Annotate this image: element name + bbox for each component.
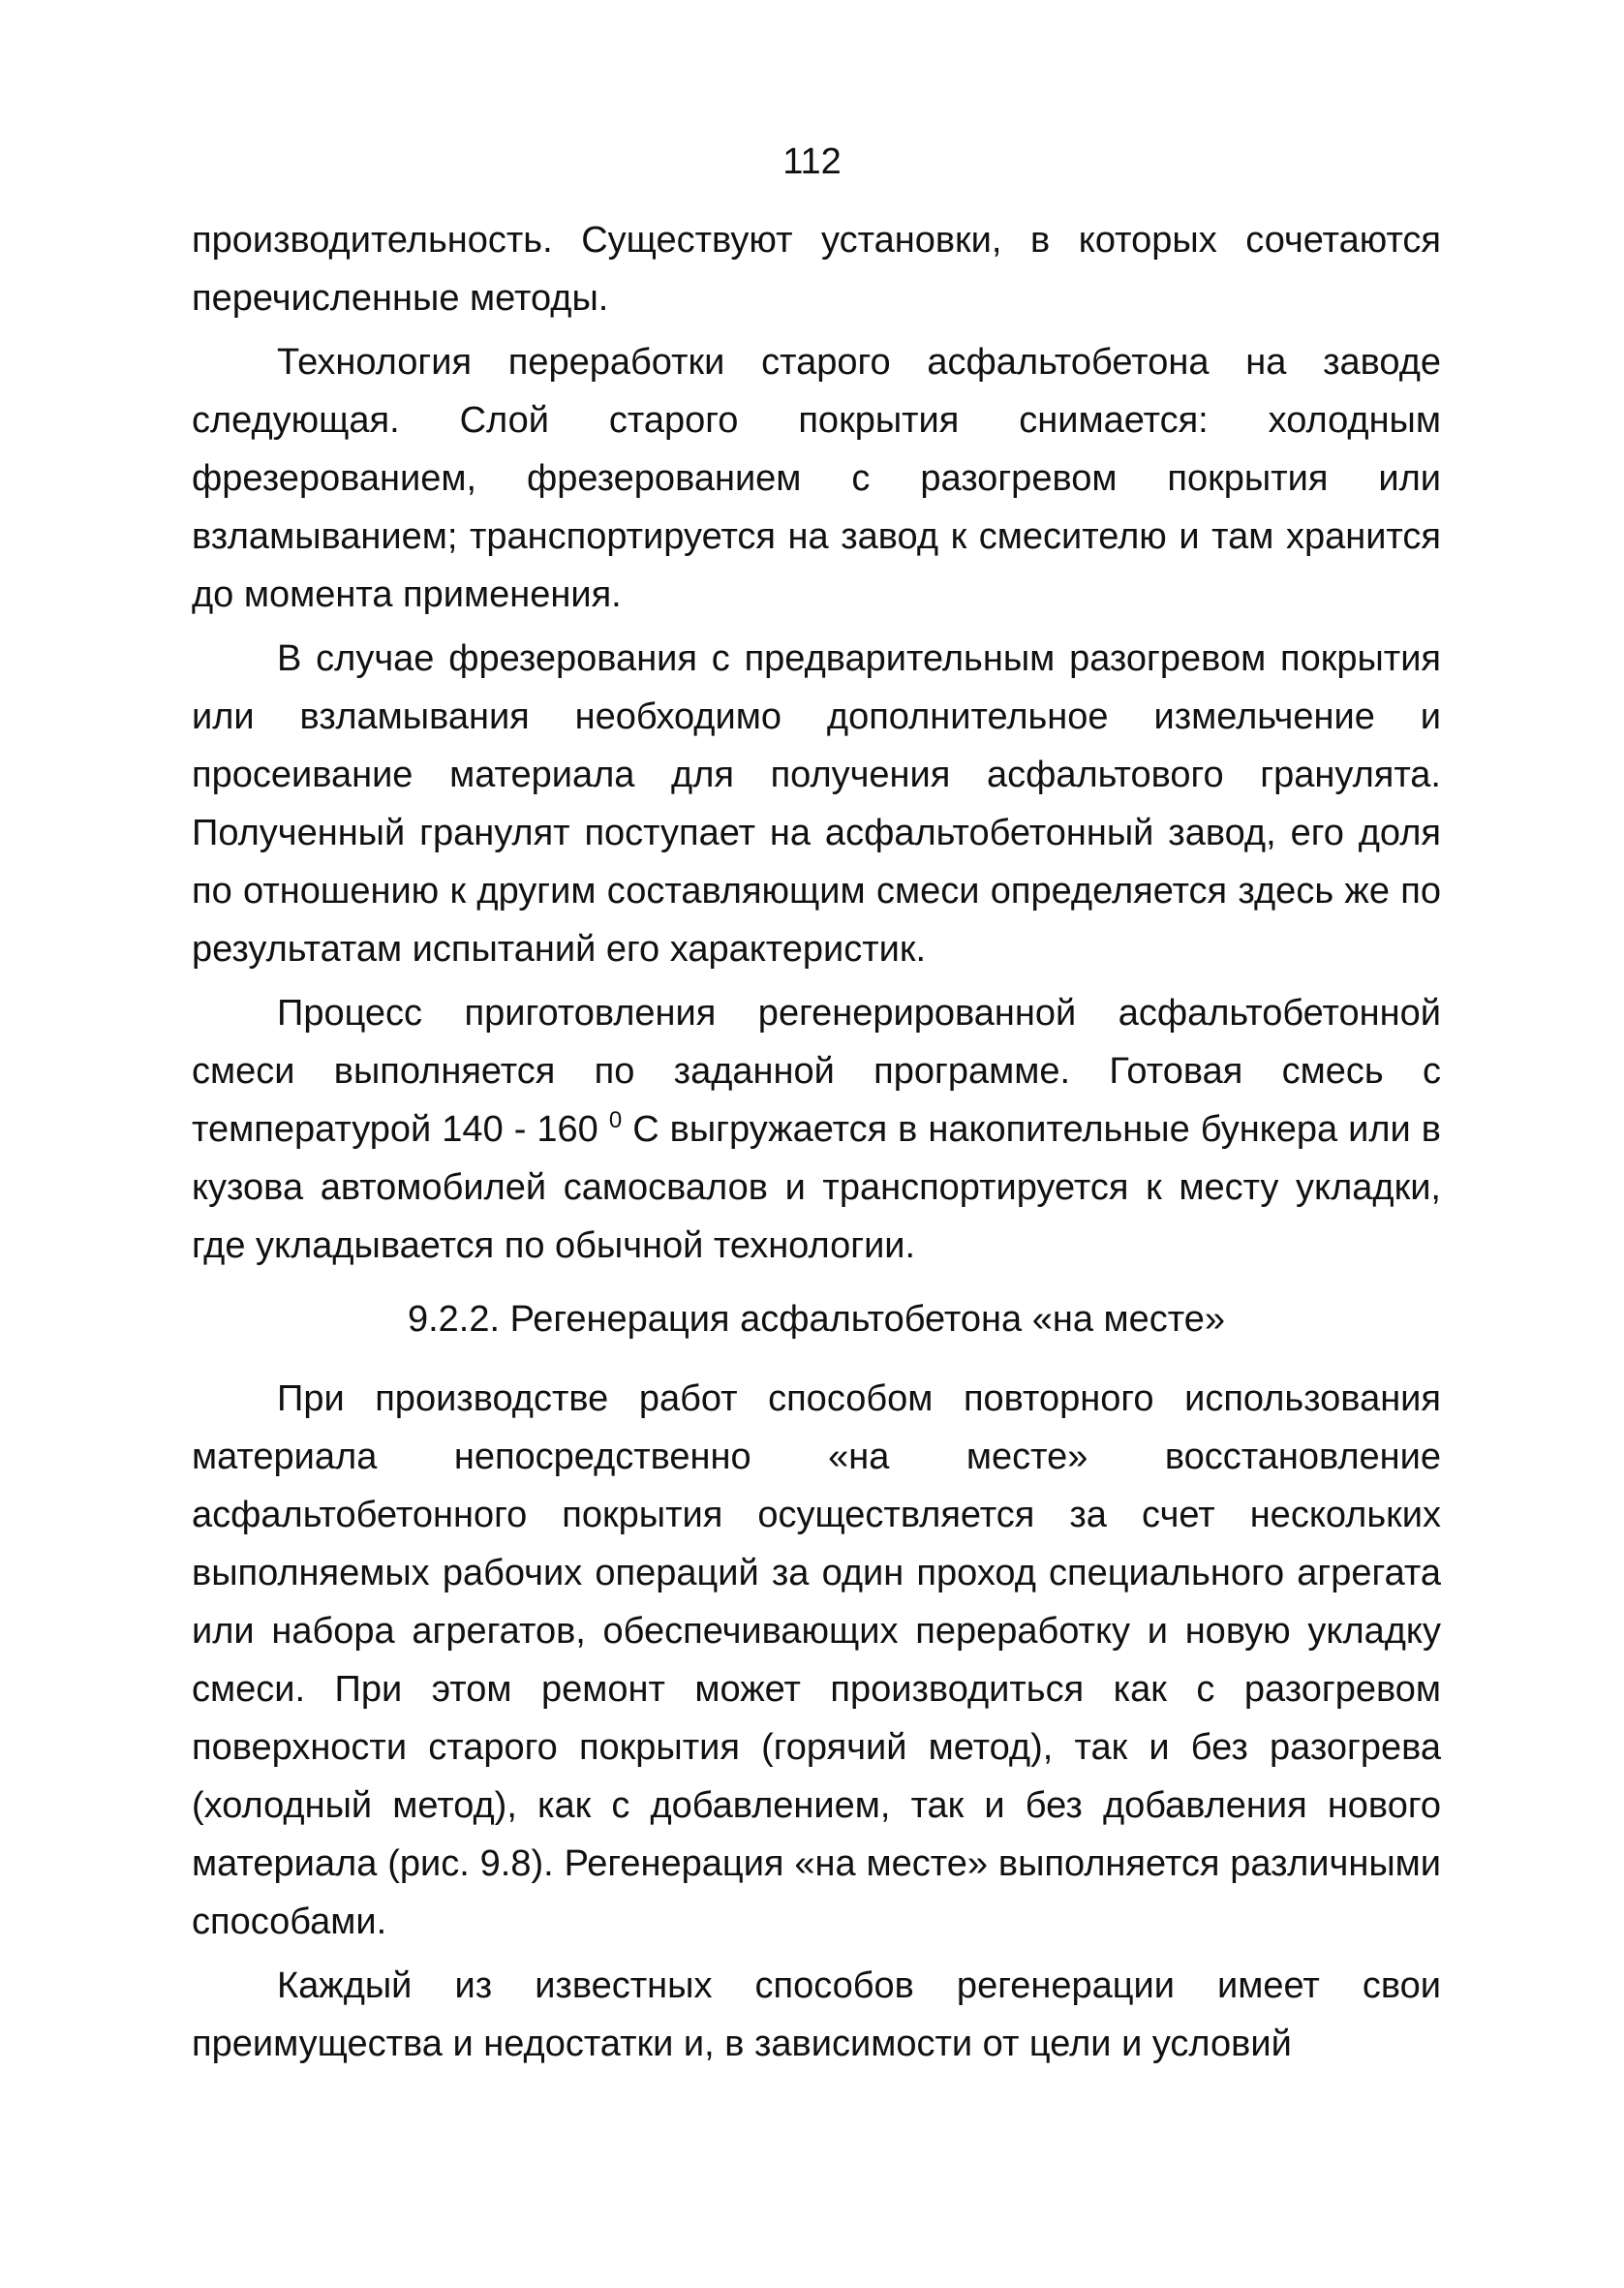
body-text xyxy=(192,211,1441,2079)
paragraph-mix-preparation xyxy=(192,984,1441,1275)
mix-text-end: С выгружается в накопительные бункера или в кузова автомобилей самосвалов и транспортируется к месту укладки, где укладывается по обычной технологии. xyxy=(192,1109,1441,1266)
mix-text-start: Процесс приготовления регенерированной асфальтобетонной смеси выполняется по заданной программе. Готовая смесь с температурой 140 - 160 xyxy=(192,993,1441,1150)
page-number: 112 xyxy=(782,141,842,182)
paragraph-methods: Каждый из известных способов регенерации имеет свои преимущества и недостатки и, в зависимости от цели и условий xyxy=(192,1965,1441,2064)
paragraph-milling: В случае фрезерования с предварительным разогревом покрытия или взламывания необходимо дополнительное измельчение и просеивание материала для получения асфальтового гранулята. Полученный гранулят поступает на асфальтобетонный завод, его доля по отношению к другим составляющим смеси определяется здесь же по результатам испытаний его характеристик. xyxy=(192,638,1441,970)
paragraph-continuation: производительность. Существуют установки, в которых сочетаются перечисленные методы. xyxy=(192,220,1441,319)
degree-superscript: 0 xyxy=(608,1107,623,1133)
paragraph-plant-technology: Технология переработки старого асфальтобетона на заводе следующая. Слой старого покрытия снимается: холодным фрезерованием, фрезерованием с разогревом покрытия или взламыванием; транспортируется на завод к смесителю и там хранится до момента применения. xyxy=(192,342,1441,615)
paragraph-in-place: При производстве работ способом повторного использования материала непосредственно «на месте» восстановление асфальтобетонного покрытия осуществляется за счет нескольких выполняемых рабочих операций за один проход специального агрегата или набора агрегатов, обеспечивающих переработку и новую укладку смеси. При этом ремонт может производиться как с разогревом поверхности старого покрытия (горячий метод), так и без разогрева (холодный метод), как с добавлением, так и без добавления нового материала (рис. 9.8). Регенерация «на месте» выполняется различными способами. xyxy=(192,1378,1441,1942)
section-heading: 9.2.2. Регенерация асфальтобетона «на месте» xyxy=(407,1299,1226,1340)
